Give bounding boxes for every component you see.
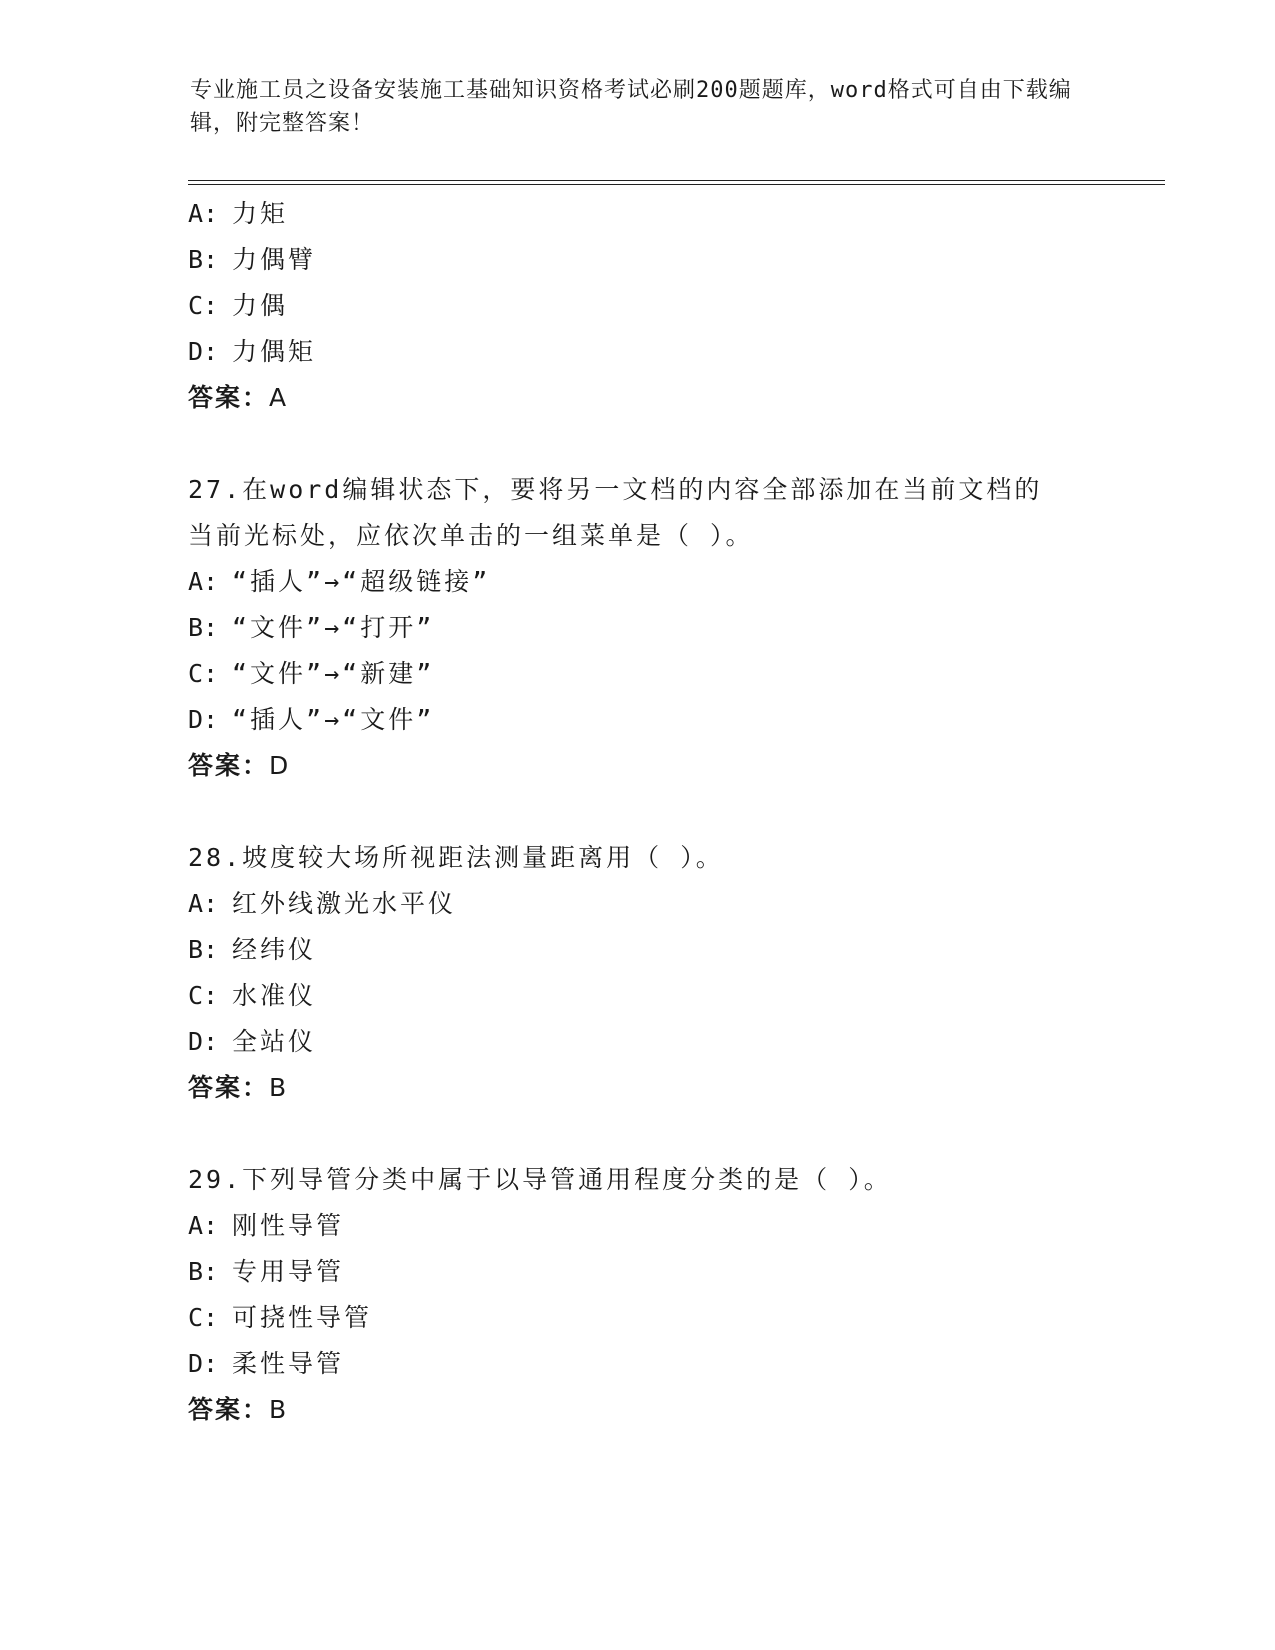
- answer-line: [188, 375, 1148, 421]
- question-stem: 27.在word编辑状态下，要将另一文档的内容全部添加在当前文档的: [188, 475, 1043, 504]
- answer-label: 答案：: [188, 1073, 270, 1102]
- question-28: [188, 835, 1148, 1111]
- option-b: [188, 237, 1148, 283]
- option-letter: A:: [188, 199, 219, 228]
- header-rule-top: [188, 180, 1165, 181]
- answer-value: D: [269, 751, 289, 780]
- option-b: [188, 927, 1148, 973]
- question-29: [188, 1157, 1148, 1433]
- answer-value: B: [269, 1073, 287, 1102]
- option-d: [188, 1341, 1148, 1387]
- option-d: [188, 329, 1148, 375]
- document-header: 专业施工员之设备安装施工基础知识资格考试必刷200题题库，word格式可自由下载编辑，附完整答案！: [190, 78, 1072, 136]
- option-letter: D:: [188, 1027, 219, 1056]
- spacer: [188, 421, 1148, 467]
- option-text: 红外线激光水平仪: [232, 889, 457, 918]
- answer-value: A: [269, 383, 287, 412]
- option-text: 力矩: [232, 199, 289, 228]
- option-text: “文件”→“打开”: [232, 613, 435, 642]
- option-text: 专用导管: [232, 1257, 345, 1286]
- option-letter: A:: [188, 1211, 219, 1240]
- header-rule-bottom: [188, 184, 1165, 185]
- option-a: [188, 559, 1148, 605]
- option-b: [188, 605, 1148, 651]
- option-text: 力偶: [232, 291, 289, 320]
- answer-label: 答案：: [188, 751, 270, 780]
- spacer: [188, 1111, 1148, 1157]
- question-27: [188, 467, 1148, 789]
- answer-label: 答案：: [188, 383, 270, 412]
- option-letter: D:: [188, 705, 219, 734]
- spacer: [188, 789, 1148, 835]
- option-c: [188, 283, 1148, 329]
- answer-line: [188, 1065, 1148, 1111]
- question-list: [188, 191, 1148, 1433]
- answer-line: [188, 1387, 1148, 1433]
- option-text: “插人”→“超级链接”: [232, 567, 491, 596]
- answer-line: [188, 743, 1148, 789]
- option-letter: C:: [188, 981, 219, 1010]
- option-letter: B:: [188, 613, 219, 642]
- question-stem: 28.坡度较大场所视距法测量距离用（ ）。: [188, 843, 724, 872]
- option-text: 力偶矩: [232, 337, 317, 366]
- option-a: [188, 881, 1148, 927]
- option-c: [188, 973, 1148, 1019]
- option-letter: B:: [188, 245, 219, 274]
- option-text: “插人”→“文件”: [232, 705, 435, 734]
- option-d: [188, 697, 1148, 743]
- question-stem-continued: 当前光标处，应依次单击的一组菜单是（ ）。: [188, 521, 754, 550]
- option-letter: D:: [188, 337, 219, 366]
- option-text: 刚性导管: [232, 1211, 345, 1240]
- option-text: 可挠性导管: [232, 1303, 373, 1332]
- question-stem: 29.下列导管分类中属于以导管通用程度分类的是（ ）。: [188, 1165, 892, 1194]
- option-letter: C:: [188, 291, 219, 320]
- option-letter: C:: [188, 659, 219, 688]
- option-letter: A:: [188, 567, 219, 596]
- option-c: [188, 651, 1148, 697]
- answer-label: 答案：: [188, 1395, 270, 1424]
- option-text: 柔性导管: [232, 1349, 345, 1378]
- option-text: 经纬仪: [232, 935, 317, 964]
- option-text: 力偶臂: [232, 245, 317, 274]
- option-text: 水准仪: [232, 981, 317, 1010]
- option-letter: B:: [188, 1257, 219, 1286]
- option-text: “文件”→“新建”: [232, 659, 435, 688]
- option-letter: D:: [188, 1349, 219, 1378]
- option-text: 全站仪: [232, 1027, 317, 1056]
- option-b: [188, 1249, 1148, 1295]
- question-26: [188, 191, 1148, 421]
- answer-value: B: [269, 1395, 287, 1424]
- option-letter: B:: [188, 935, 219, 964]
- option-a: [188, 1203, 1148, 1249]
- option-a: [188, 191, 1148, 237]
- option-letter: C:: [188, 1303, 219, 1332]
- option-c: [188, 1295, 1148, 1341]
- option-letter: A:: [188, 889, 219, 918]
- option-d: [188, 1019, 1148, 1065]
